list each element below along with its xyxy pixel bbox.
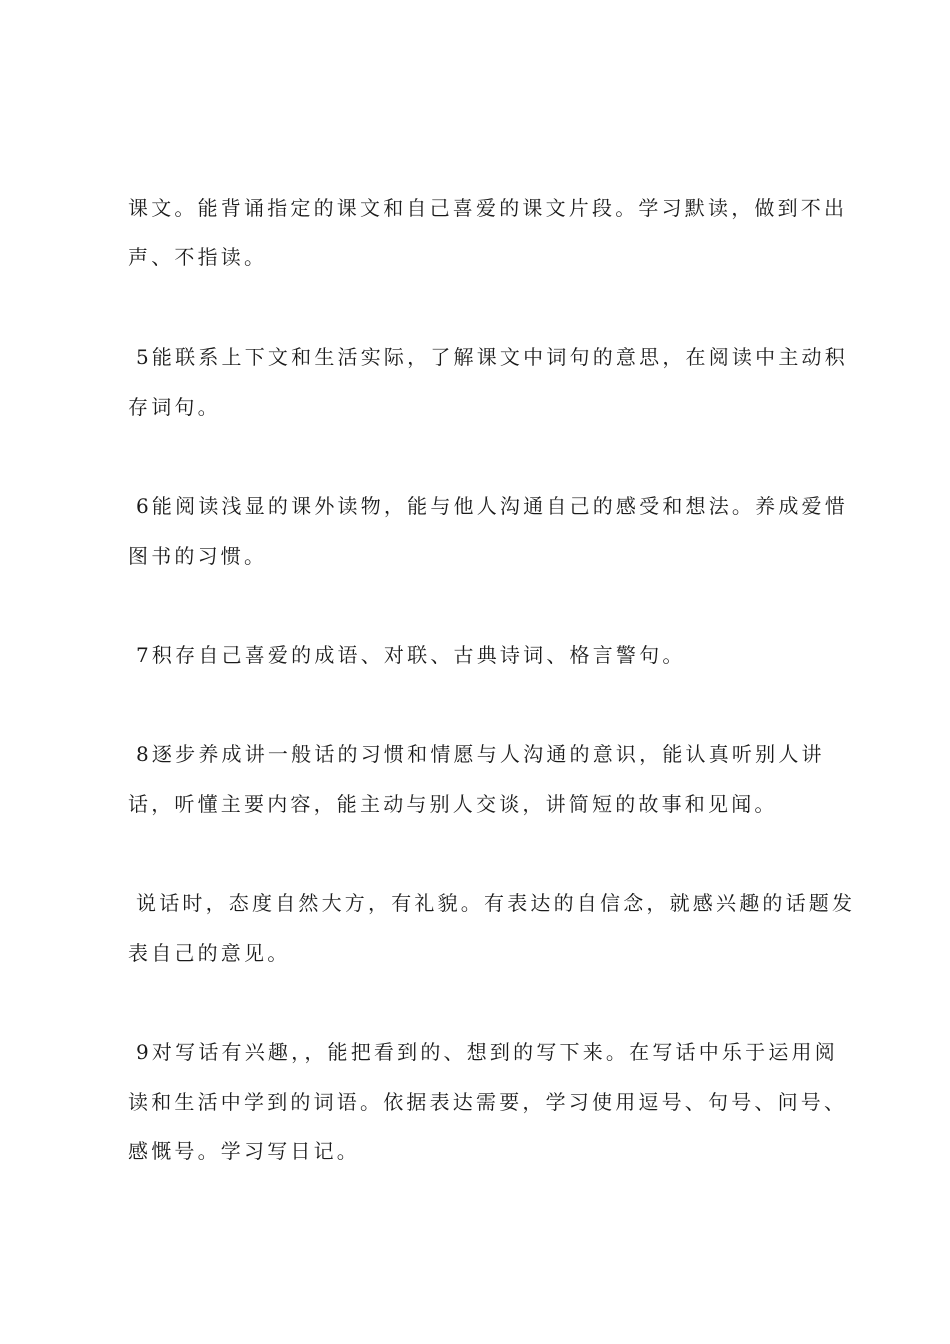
text-line: 6能阅读浅显的课外读物，能与他人沟通自己的感受和想法。养成爱惜 bbox=[136, 494, 848, 518]
text-line: 图书的习惯。 bbox=[128, 544, 268, 568]
text-line: 存词句。 bbox=[128, 395, 221, 419]
text-line: 声、不指读。 bbox=[128, 245, 268, 269]
text-line: 8逐步养成讲一般话的习惯和情愿与人沟通的意识，能认真听别人讲 bbox=[136, 742, 825, 766]
text-line: 说话时，态度自然大方，有礼貌。有表达的自信念，就感兴趣的话题发 bbox=[136, 891, 856, 915]
text-line: 课文。能背诵指定的课文和自己喜爱的课文片段。学习默读，做到不出 bbox=[128, 196, 848, 220]
text-line: 7积存自己喜爱的成语、对联、古典诗词、格言警句。 bbox=[136, 643, 686, 667]
text-line: 读和生活中学到的词语。依据表达需要，学习使用逗号、句号、问号、 bbox=[128, 1090, 848, 1114]
text-line: 表自己的意见。 bbox=[128, 941, 291, 965]
text-line: 感慨号。学习写日记。 bbox=[128, 1139, 360, 1163]
text-line: 话，听懂主要内容，能主动与别人交谈，讲简短的故事和见闻。 bbox=[128, 792, 778, 816]
text-line: 9对写话有兴趣，，能把看到的、想到的写下来。在写话中乐于运用阅 bbox=[136, 1040, 838, 1064]
text-line: 5能联系上下文和生活实际，了解课文中词句的意思，在阅读中主动积 bbox=[136, 345, 848, 369]
